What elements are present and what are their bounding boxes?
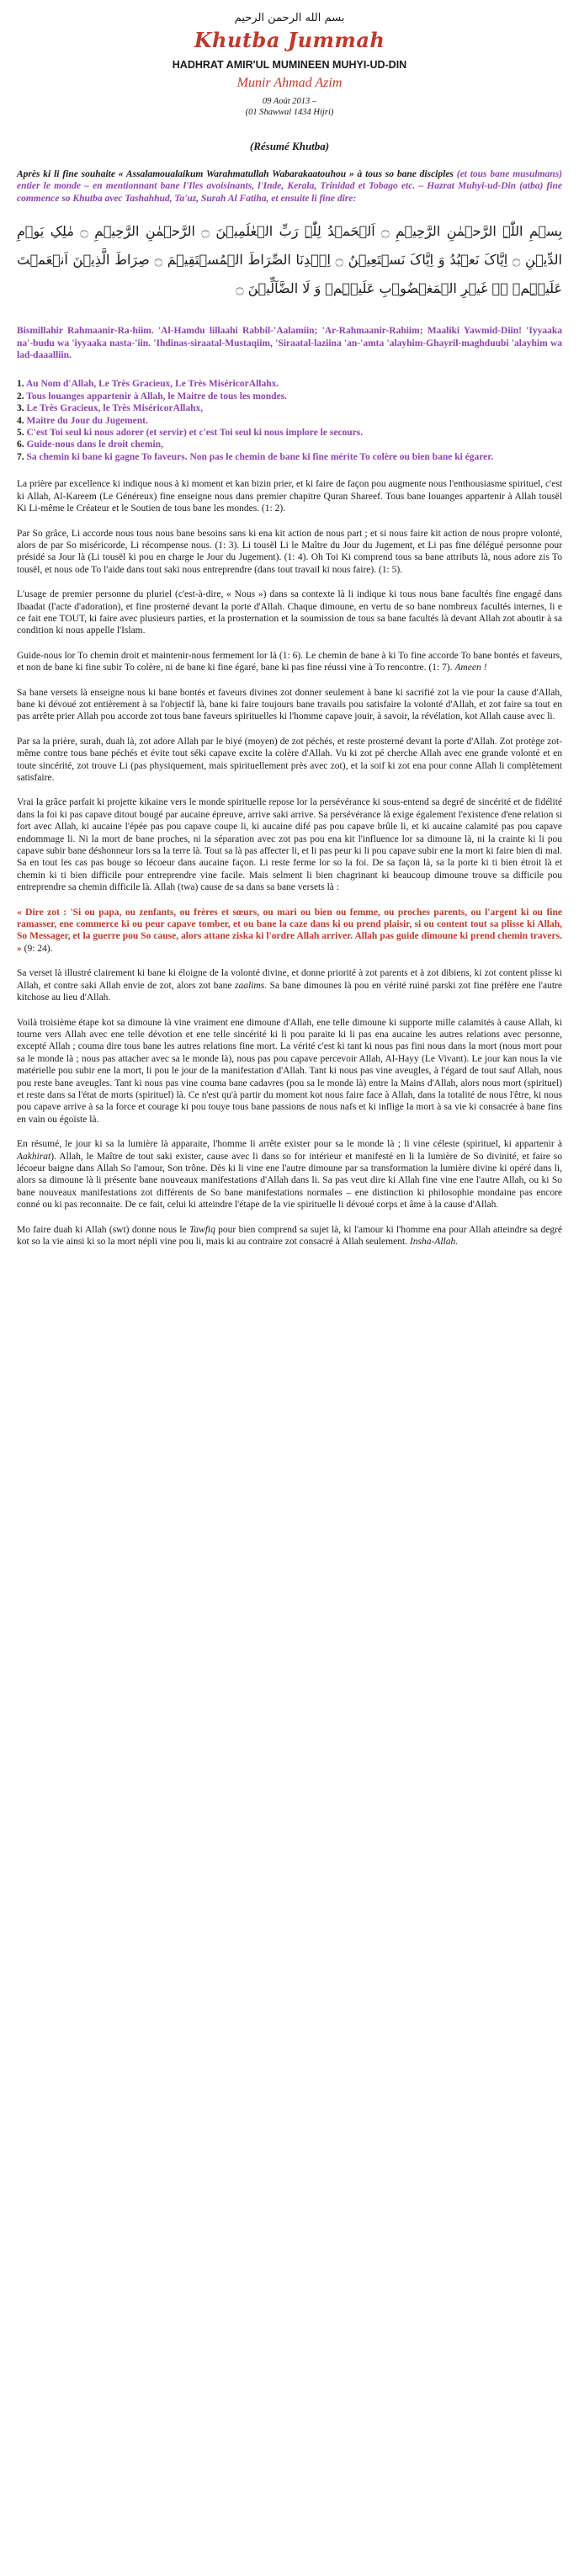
list-item <box>17 378 562 390</box>
verse-text: C'est Toi seul ki nous adorer (et servir) et c'est Toi seul ki nous implore le secours. <box>26 428 364 439</box>
body-paragraph-3: L'usage de premier personne du pluriel (c'est-à-dire, « Nous ») dans sa contexte là li indique ki tous nous bane facultés fine engagé dans Ibaadat (l'acte d'adoration), et fine prosterné devant la porte d'Allah. Chaque dimoune, en vertu de so bane nombreux facultés internes, li e ce fait ene TOUT, ki faire avec plusieurs parties, et la prosternation et la soumission de tous sa bane facultés là devant Allah zot aboutir à sa condition ki nous appelle l'Islam. <box>17 589 562 636</box>
resume-heading: (Résumé Khutba) <box>249 140 330 152</box>
body-paragraph-8 <box>17 967 562 1003</box>
verse-number: 1. <box>17 379 24 390</box>
bismillah-heading: بسم الله الرحمن الرحيم <box>234 12 345 24</box>
verse-number: 3. <box>17 403 24 414</box>
verse-number: 2. <box>17 391 24 402</box>
list-item <box>17 451 562 463</box>
body-text: ). Allah, le Maître de tout saki exister, cause avec li dans so for intérieur et manifesté en li la lumière de So divinité, et faire so lécoeur baigne dans Allah So l'amour, Son trône. Dès ki li vine ene l'autre dimoune par sa transformation la lumière divine ki opéré dans li, alors sa dimoune là li présente bane nouveaux manifestations d'Allah dans li. Sa pas veut dire ki Allah fine vine ene l'autre Allah, ou ki So bane nouveaux manifestations zot différents de So bane manifestations normales – ene distinction ki philosophie mondaine pas encore conné ou ki pas reconnaite. De ce fait, celui ki atteindre l'étape de la vie spirituelle li dévoué corps et âme à la cause d'Allah. <box>17 1151 562 1211</box>
intro-paragraph <box>17 168 562 205</box>
verse-number: 5. <box>17 428 24 439</box>
verse-text: Le Très Gracieux, le Très MiséricorAllahx, <box>26 403 204 414</box>
verse-text: Au Nom d'Allah, Le Très Gracieux, Le Très MiséricorAllahx. <box>25 379 279 390</box>
quote-reference: (9: 24). <box>21 943 53 954</box>
hijri-date: (01 Shawwal 1434 Hijri) <box>245 108 334 117</box>
body-paragraph-11 <box>17 1224 562 1248</box>
body-text: Guide-nous lor To chemin droit et maintenir-nous fermement lor là (1: 6). Le chemin de bane à ki To fine accorde To bane bontés et faveurs, et non de bane ki fine subir To colère, ni de bane ki fine égaré, bane ki pas fine réussi vine à To rencontre. (1: 7). <box>17 650 562 673</box>
list-item <box>17 415 562 427</box>
emphasis-text: Aakhirat <box>17 1151 51 1162</box>
body-paragraph-4 <box>17 650 562 674</box>
list-item <box>17 402 562 414</box>
verse-number: 6. <box>17 439 24 450</box>
intro-text-2: (et tous bane musulmans) <box>456 169 563 179</box>
emphasis-text: Tawfiq <box>189 1224 215 1235</box>
body-paragraph-5: Sa bane versets là enseigne nous ki bane bontés et faveurs divines zot donner seulement à bane ki sacrifié zot la vie pour la cause d'Allah, bane ki dévoué zot entièrement à sa l'objectif là, bane ki faire toujours bane travails pou satisfaire la volonté d'Allah, et zot faire sa tout en pas arrête prier Allah pou accorde zot tous bane faveurs spirituelles ki l'homme capave jouir, à savoir, la révélation, kot Allah cause avec li. <box>17 687 562 722</box>
emphasis-text: Insha-Allah. <box>409 1237 459 1247</box>
verse-text: Tous louanges appartenir à Allah, le Maitre de tous les mondes. <box>26 391 287 402</box>
body-text: Sa verset là illustré clairement ki bane ki éloigne de la volonté divine, et donne priorité à zot parents et à zot dibiens, ki zot content plisse ki Allah, et contre saki Allah envie de zot, alors zot bane <box>17 968 562 991</box>
intro-text-3: entier le monde – en mentionnant bane l'Iles avoisinants, l'Inde, Kerala, Trinidad et Tobago etc. – Hazrat Muhyi-ud-Din (atba) fine commence so Khutba avec Tashahhud, Ta'uz, Surah Al Fatiha, et ensuite li fine dire: <box>17 181 562 204</box>
list-item <box>17 439 562 450</box>
list-item <box>17 391 562 402</box>
emphasis-text: zaalims <box>235 980 265 991</box>
quote-text: « Dire zot : 'Si ou papa, ou zenfants, ou frères et sœurs, ou mari ou bien ou femme, ou proches parents, ou l'argent ki ou fine ramasser, ene commerce ki ou peur capave tomber, et ou bane la caze dans ki ou prend plaisir, si ou content tout sa plisse ki Allah, So Messager, et la guerre pou So cause, alors attane ziska ki l'ordre Allah arriver. Allah pas guide dimoune ki prend chemin travers. » <box>17 907 562 954</box>
fatiha-translation-list <box>17 378 562 463</box>
body-paragraph-7: Vrai la grâce parfait ki projette kikaine vers le monde spirituelle repose lor la persévérance ki sous-entend sa degré de sincérité et de fidélité dans la foi ki pas capave ditout bougé par aucaine épreuve, arrive saki arrive. Sa persévérance là exige également l'existence d'ene relation si fort avec Allah, ki aucaine l'épée pas pou capave coupe li, ki aucaine difé pas pou capave brûle li, et ki aucaine calamité pas pou capave endommage li. Ni la mort de bane proches, ni la séparation avec zot pas pou ena kit l'influence lor sa dimoune là, ni la crainte ki li pou capave subir bane déshonneur lors sa la terre là. Tout sa là pas affecter li, et li pas peur ki li pou capave subir ene la mort ki faire bien di mal. Sa en tout les cas pas bouge so lécoeur dans aucaine façon. Li reste ferme lor so la foi. De sa façon là, sa la porte ki ti bien étroit là et chemin ki ti bien difficile pour entreprendre vine facile. Mais selment li bien chagrinant ki beaucoup dimoune trouve sa difficile pou entreprendre sa chemin difficile là. Allah (twa) cause de sa dans sa bane versets là : <box>17 797 562 893</box>
author-name: Munir Ahmad Azim <box>236 76 343 90</box>
body-text: En résumé, le jour ki sa la lumière là apparaite, l'homme li arrête exister pour sa le monde là ; li vine céleste (spirituel, ki appartenir à <box>17 1139 562 1150</box>
ameen-text: Ameen ! <box>454 663 487 673</box>
intro-text-1: Après ki li fine souhaite « Assalamoualaikum Warahmatullah Wabarakaatouhou » à tous so bane disciples <box>17 169 457 179</box>
page-title: Khutba Jummah <box>194 28 385 52</box>
body-text: Mo faire duah ki Allah (swt) donne nous le <box>17 1224 189 1235</box>
quran-quote <box>17 907 562 955</box>
body-paragraph-9: Voilà troisième étape kot sa dimoune là vine vraiment ene dimoune d'Allah, ene telle dimoune ki supporte mille calamités à cause Allah, ki tourne vers Allah avec ene telle dévotion et ene telle sincérité ki li pou paraite ki li pas ena aucaine les autres relations avec personne, excepté Allah ; couma dire tous bane les autres relations fine mort. La vérité c'est ki tant ki nous pas fini nous dans la mort (nous mort pour sa le monde là ; nous pas attacher avec sa le monde là), nous pas pou capave percevoir Allah, Al-Hayy (Le Vivant). Le jour kan nous la vie matérielle pou subir ene la mort, li pou le jour de la manifestation d'Allah. Tant ki nous pas vine aveugles, à l'égard de tout sauf Allah, nous pou reste bane aveugles. Tant ki nous pas vine couma bane cadavres (pou sa le monde là) entre la Mains d'Allah, alors nous mort (spirituel) et reste dans sa l'état de morts (spirituel) là. Ce n'est qu'à partir du moment kot nous faire face à Allah, dans la totalité de nous l'être, ki nous pou capave arrive à sa la force et courage ki pou touye tous bane passions de nous nafs et ki inflige la mort à sa vie ki consacrée à bane fins en vain ou égoïste là. <box>17 1017 562 1125</box>
verse-number: 4. <box>17 415 24 426</box>
transliteration: Bismillahir Rahmaanir-Ra-hiim. 'Al-Hamdu lillaahi Rabbil-'Aalamiin; 'Ar-Rahmaanir-Rahiim; Maaliki Yawmid-Diin! 'Iyyaaka na'-budu wa 'iyyaaka nasta-'iin. 'Ihdinas-siraatal-Mustaqiim, 'Siraatal-laziina 'an-'amta 'alayhim-Ghayril-maghduubi 'alayhim wa lad-daaalliin. <box>17 326 562 361</box>
verse-number: 7. <box>17 451 24 462</box>
body-text: . Sa bane dimounes là pou en vérité ruiné parski zot fine préfère ene l'autre kitchose au lieu d'Allah. <box>17 980 562 1003</box>
verse-text: Sa chemin ki bane ki gagne To faveurs. Non pas le chemin de bane ki fine mérite To colère ou bien bane ki égarer. <box>26 451 494 462</box>
body-paragraph-2: Par So grâce, Li accorde nous tous nous bane besoins sans ki ena kit action de nous part ; et si nous faire kit action de nous propre volonté, alors de par So miséricorde, Li récompense nous. (1: 3). Li tousël Li le Maître du Jour du Jugement, et Li pas fine délégué personne pour présidé sa Jour là (Li tousël ki pou en charge le Jour du Jugement). (1: 4). Oh Toi Ki comprend tous sa bane attributs là, nous adore zis To tousël, et nous ode To l'aide dans tout saki nous entreprendre (dans tout travail ki nous faire). (1: 5). <box>17 528 562 575</box>
verse-text: Guide-nous dans le droit chemin, <box>26 439 163 450</box>
arabic-fatiha: بِسۡمِ اللّٰہِ الرَّحۡمٰنِ الرَّحِیۡمِ ۝ اَلۡحَمۡدُ لِلّٰہِ رَبِّ الۡعٰلَمِیۡنَ ۝ الرَّحۡمٰنِ الرَّحِیۡمِ ۝ مٰلِکِ یَوۡمِ الدِّیۡنِ ۝ اِیَّاکَ نَعۡبُدُ وَ اِیَّاکَ نَسۡتَعِیۡنُ ۝ اِہۡدِنَا الصِّرَاطَ الۡمُسۡتَقِیۡمَ ۝ صِرَاطَ الَّذِیۡنَ اَنۡعَمۡتَ عَلَیۡہِمۡ ۙ۬ غَیۡرِ الۡمَغۡضُوۡبِ عَلَیۡہِمۡ وَ لَا الضَّآلِّیۡنَ ۝ <box>17 223 562 297</box>
body-paragraph-6: Par sa la prière, surah, duah là, zot adore Allah par le biyé (moyen) de zot péchés, et reste prosterné devant la porte d'Allah. Zot protège zot-même contre tous bane péchés et évite tout séki capave excite la colère d'Allah. Vu ki zot pé cherche Allah avec ene grande volonté et en toute sincérité, zot trouve Li (pas physiquement, mais spirituellement près avec zot), et la soif ki zot ena pour conne Allah li complètement satisfaire. <box>17 736 562 783</box>
date-line <box>17 96 562 118</box>
verse-text: Maitre du Jour du Jugement. <box>26 415 148 426</box>
gregorian-date: 09 Août 2013 – <box>262 97 317 106</box>
hadhrat-heading: HADHRAT AMIR'UL MUMINEEN MUHYI-UD-DIN <box>172 59 407 71</box>
body-text: pour bien comprend sa sujet là, ki l'amour ki l'homme ena pour Allah atteindre sa degré kot so la vie ainsi ki so la mort népli vine pou li, mais ki au contraire zot consacré à Allah seulement. <box>17 1224 563 1247</box>
body-paragraph-10 <box>17 1138 562 1211</box>
list-item <box>17 427 562 439</box>
body-paragraph-1: La prière par excellence ki indique nous à ki moment et kan bizin prier, et ki faire de façon pou augmente nous l'enthousiasme spirituel, c'est ki Allah, Al-Kareem (Le Généreux) fine enseigne nous dans premier chapitre Quran Shareef. Tous bane louanges appartenir à Allah tousël Ki Li-même le Créateur et le Soutien de tous bane les mondes. (1: 2). <box>17 479 562 514</box>
